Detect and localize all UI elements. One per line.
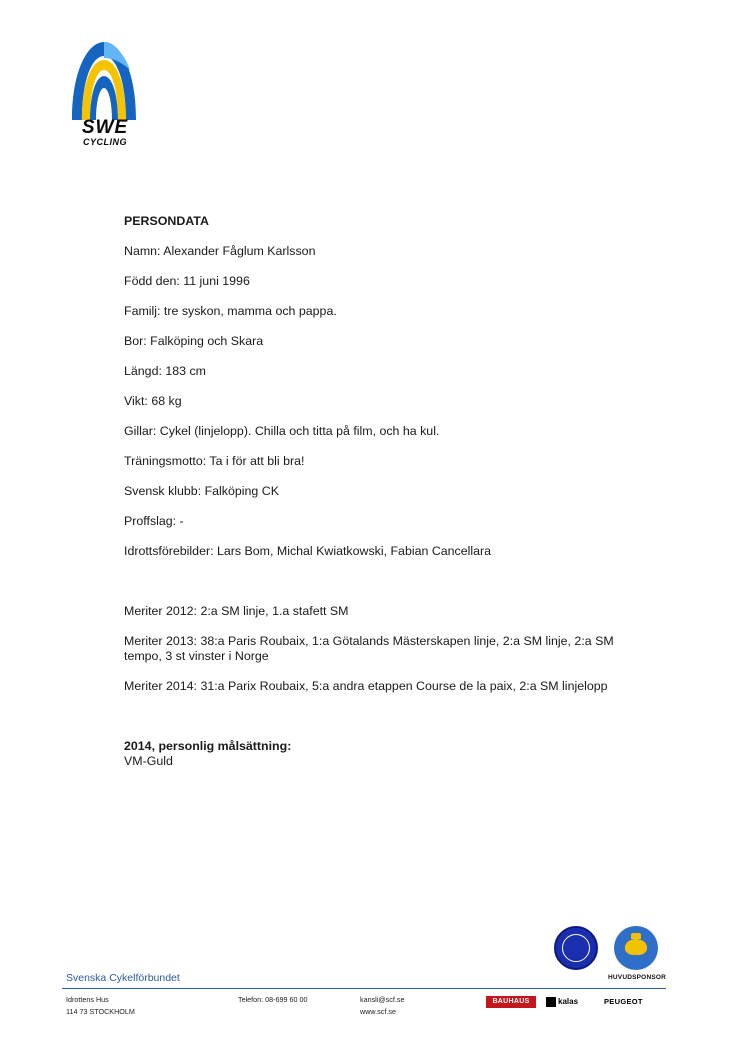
- sponsor-bauhaus-logo: BAUHAUS: [486, 996, 536, 1008]
- footer-divider: [62, 988, 666, 989]
- footer-phone: Telefon: 08-699 60 00: [238, 995, 308, 1004]
- sponsor-peugeot-logo: PEUGEOT: [604, 997, 643, 1006]
- uci-seal-icon: [554, 926, 598, 970]
- logo-line2: CYCLING: [83, 137, 127, 147]
- posten-horn-icon: [614, 926, 658, 970]
- sponsor-label: HUVUDSPONSOR: [608, 974, 667, 981]
- merit-2013: Meriter 2013: 38:a Paris Roubaix, 1:a Götalands Mästerskapen linje, 2:a SM linje, 2:a SM tempo, 3 st vinster i Norge: [124, 634, 614, 663]
- goal-value: VM-Guld: [124, 754, 173, 768]
- field-pro-team: Proffslag: -: [124, 514, 184, 528]
- field-name: Namn: Alexander Fåglum Karlsson: [124, 244, 316, 258]
- field-height: Längd: 183 cm: [124, 364, 206, 378]
- document-body: [124, 214, 644, 769]
- footer-contact: [360, 994, 404, 1018]
- field-club: Svensk klubb: Falköping CK: [124, 484, 279, 498]
- field-residence: Bor: Falköping och Skara: [124, 334, 264, 348]
- sponsor-kalas-logo: kalas: [546, 996, 596, 1008]
- field-birth: Född den: 11 juni 1996: [124, 274, 250, 288]
- footer-web: www.scf.se: [360, 1007, 396, 1016]
- section-heading: PERSONDATA: [124, 214, 209, 228]
- arch-logo-icon: [68, 40, 140, 120]
- address-line1: Idrottens Hus: [66, 995, 109, 1004]
- logo-line1: SWE: [81, 117, 129, 138]
- field-role-models: Idrottsförebilder: Lars Bom, Michal Kwiatkowski, Fabian Cancellara: [124, 544, 492, 558]
- address-line2: 114 73 STOCKHOLM: [66, 1007, 135, 1016]
- merit-2012: Meriter 2012: 2:a SM linje, 1.a stafett SM: [124, 604, 349, 618]
- goal-title: 2014, personlig målsättning:: [124, 739, 292, 753]
- field-motto: Träningsmotto: Ta i för att bli bra!: [124, 454, 305, 468]
- field-family: Familj: tre syskon, mamma och pappa.: [124, 304, 337, 318]
- logo-wordmark: [72, 118, 138, 147]
- footer-email: kansli@scf.se: [360, 995, 405, 1004]
- footer-address: [66, 994, 135, 1018]
- merit-2014: Meriter 2014: 31:a Parix Roubaix, 5:a andra etappen Course de la paix, 2:a SM linjelopp: [124, 679, 608, 693]
- field-likes: Gillar: Cykel (linjelopp). Chilla och titta på film, och ha kul.: [124, 424, 440, 438]
- field-weight: Vikt: 68 kg: [124, 394, 182, 408]
- org-name: Svenska Cykelförbundet: [66, 972, 180, 984]
